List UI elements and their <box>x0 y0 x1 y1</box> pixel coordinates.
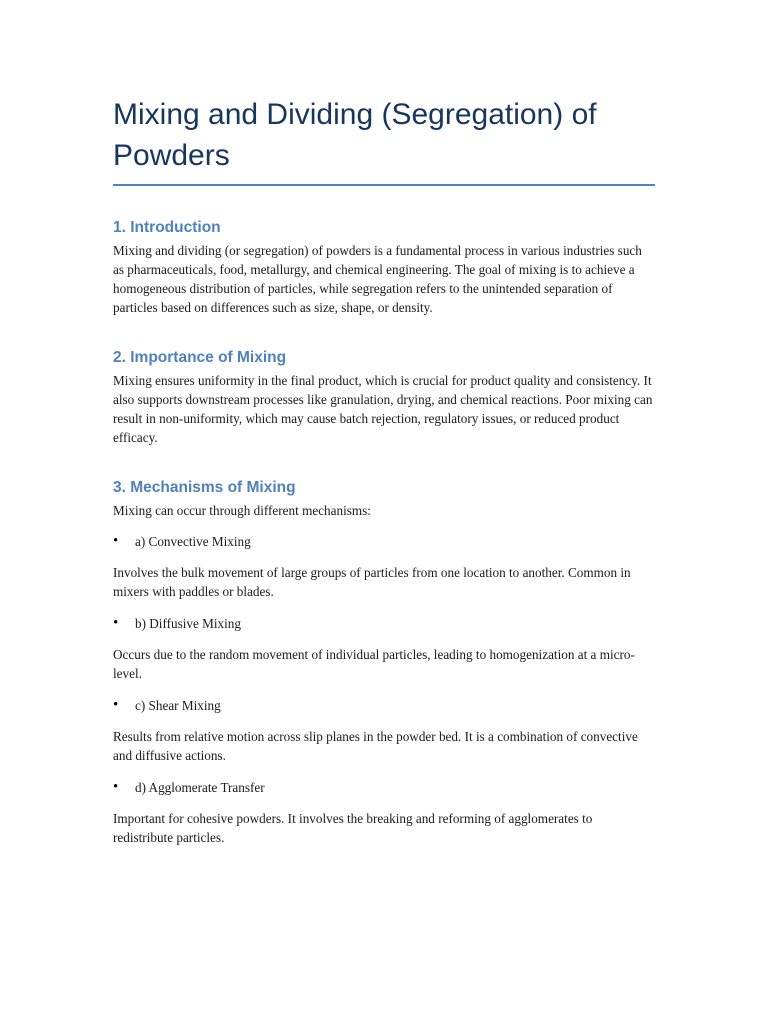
list-item <box>113 696 655 715</box>
section-heading: 1. Introduction <box>113 219 221 236</box>
section-body: Mixing and dividing (or segregation) of powders is a fundamental process in various industries such as pharmaceuticals, food, metallurgy, and chemical engineering. The goal of mixing is to achieve a homogeneous distribution of particles, while segregation refers to the unintended separation of particles based on differences such as size, shape, or density. <box>113 243 642 315</box>
list-item-label: c) Shear Mixing <box>135 698 221 713</box>
section-heading: 3. Mechanisms of Mixing <box>113 479 296 496</box>
bullet-icon: • <box>113 779 119 795</box>
document-page <box>113 94 655 877</box>
bullet-icon: • <box>113 697 119 713</box>
list-item-label: b) Diffusive Mixing <box>135 616 241 631</box>
section-body: Mixing can occur through different mechanisms: <box>113 503 371 518</box>
list-item <box>113 614 655 633</box>
list-item <box>113 532 655 551</box>
document-title: Mixing and Dividing (Segregation) of Powders <box>113 98 597 172</box>
mechanism-description: Occurs due to the random movement of individual particles, leading to homogenization at a micro-level. <box>113 647 635 681</box>
section-heading: 2. Importance of Mixing <box>113 349 287 366</box>
section-importance <box>113 347 655 447</box>
bullet-icon: • <box>113 615 119 631</box>
section-body: Mixing ensures uniformity in the final product, which is crucial for product quality and consistency. It also supports downstream processes like granulation, drying, and chemical reactions. Poor mixing can result in non-uniformity, which may cause batch rejection, regulatory issues, or reduced product efficacy. <box>113 373 653 445</box>
section-mechanisms <box>113 477 655 847</box>
bullet-icon: • <box>113 533 119 549</box>
list-item-label: a) Convective Mixing <box>135 534 251 549</box>
mechanism-description: Involves the bulk movement of large groups of particles from one location to another. Common in mixers with paddles or blades. <box>113 565 631 599</box>
list-item-label: d) Agglomerate Transfer <box>135 780 265 795</box>
title-divider <box>113 184 655 186</box>
mechanism-description: Important for cohesive powders. It involves the breaking and reforming of agglomerates to redistribute particles. <box>113 811 593 845</box>
list-item <box>113 778 655 797</box>
mechanism-description: Results from relative motion across slip planes in the powder bed. It is a combination of convective and diffusive actions. <box>113 729 638 763</box>
section-introduction <box>113 217 655 317</box>
